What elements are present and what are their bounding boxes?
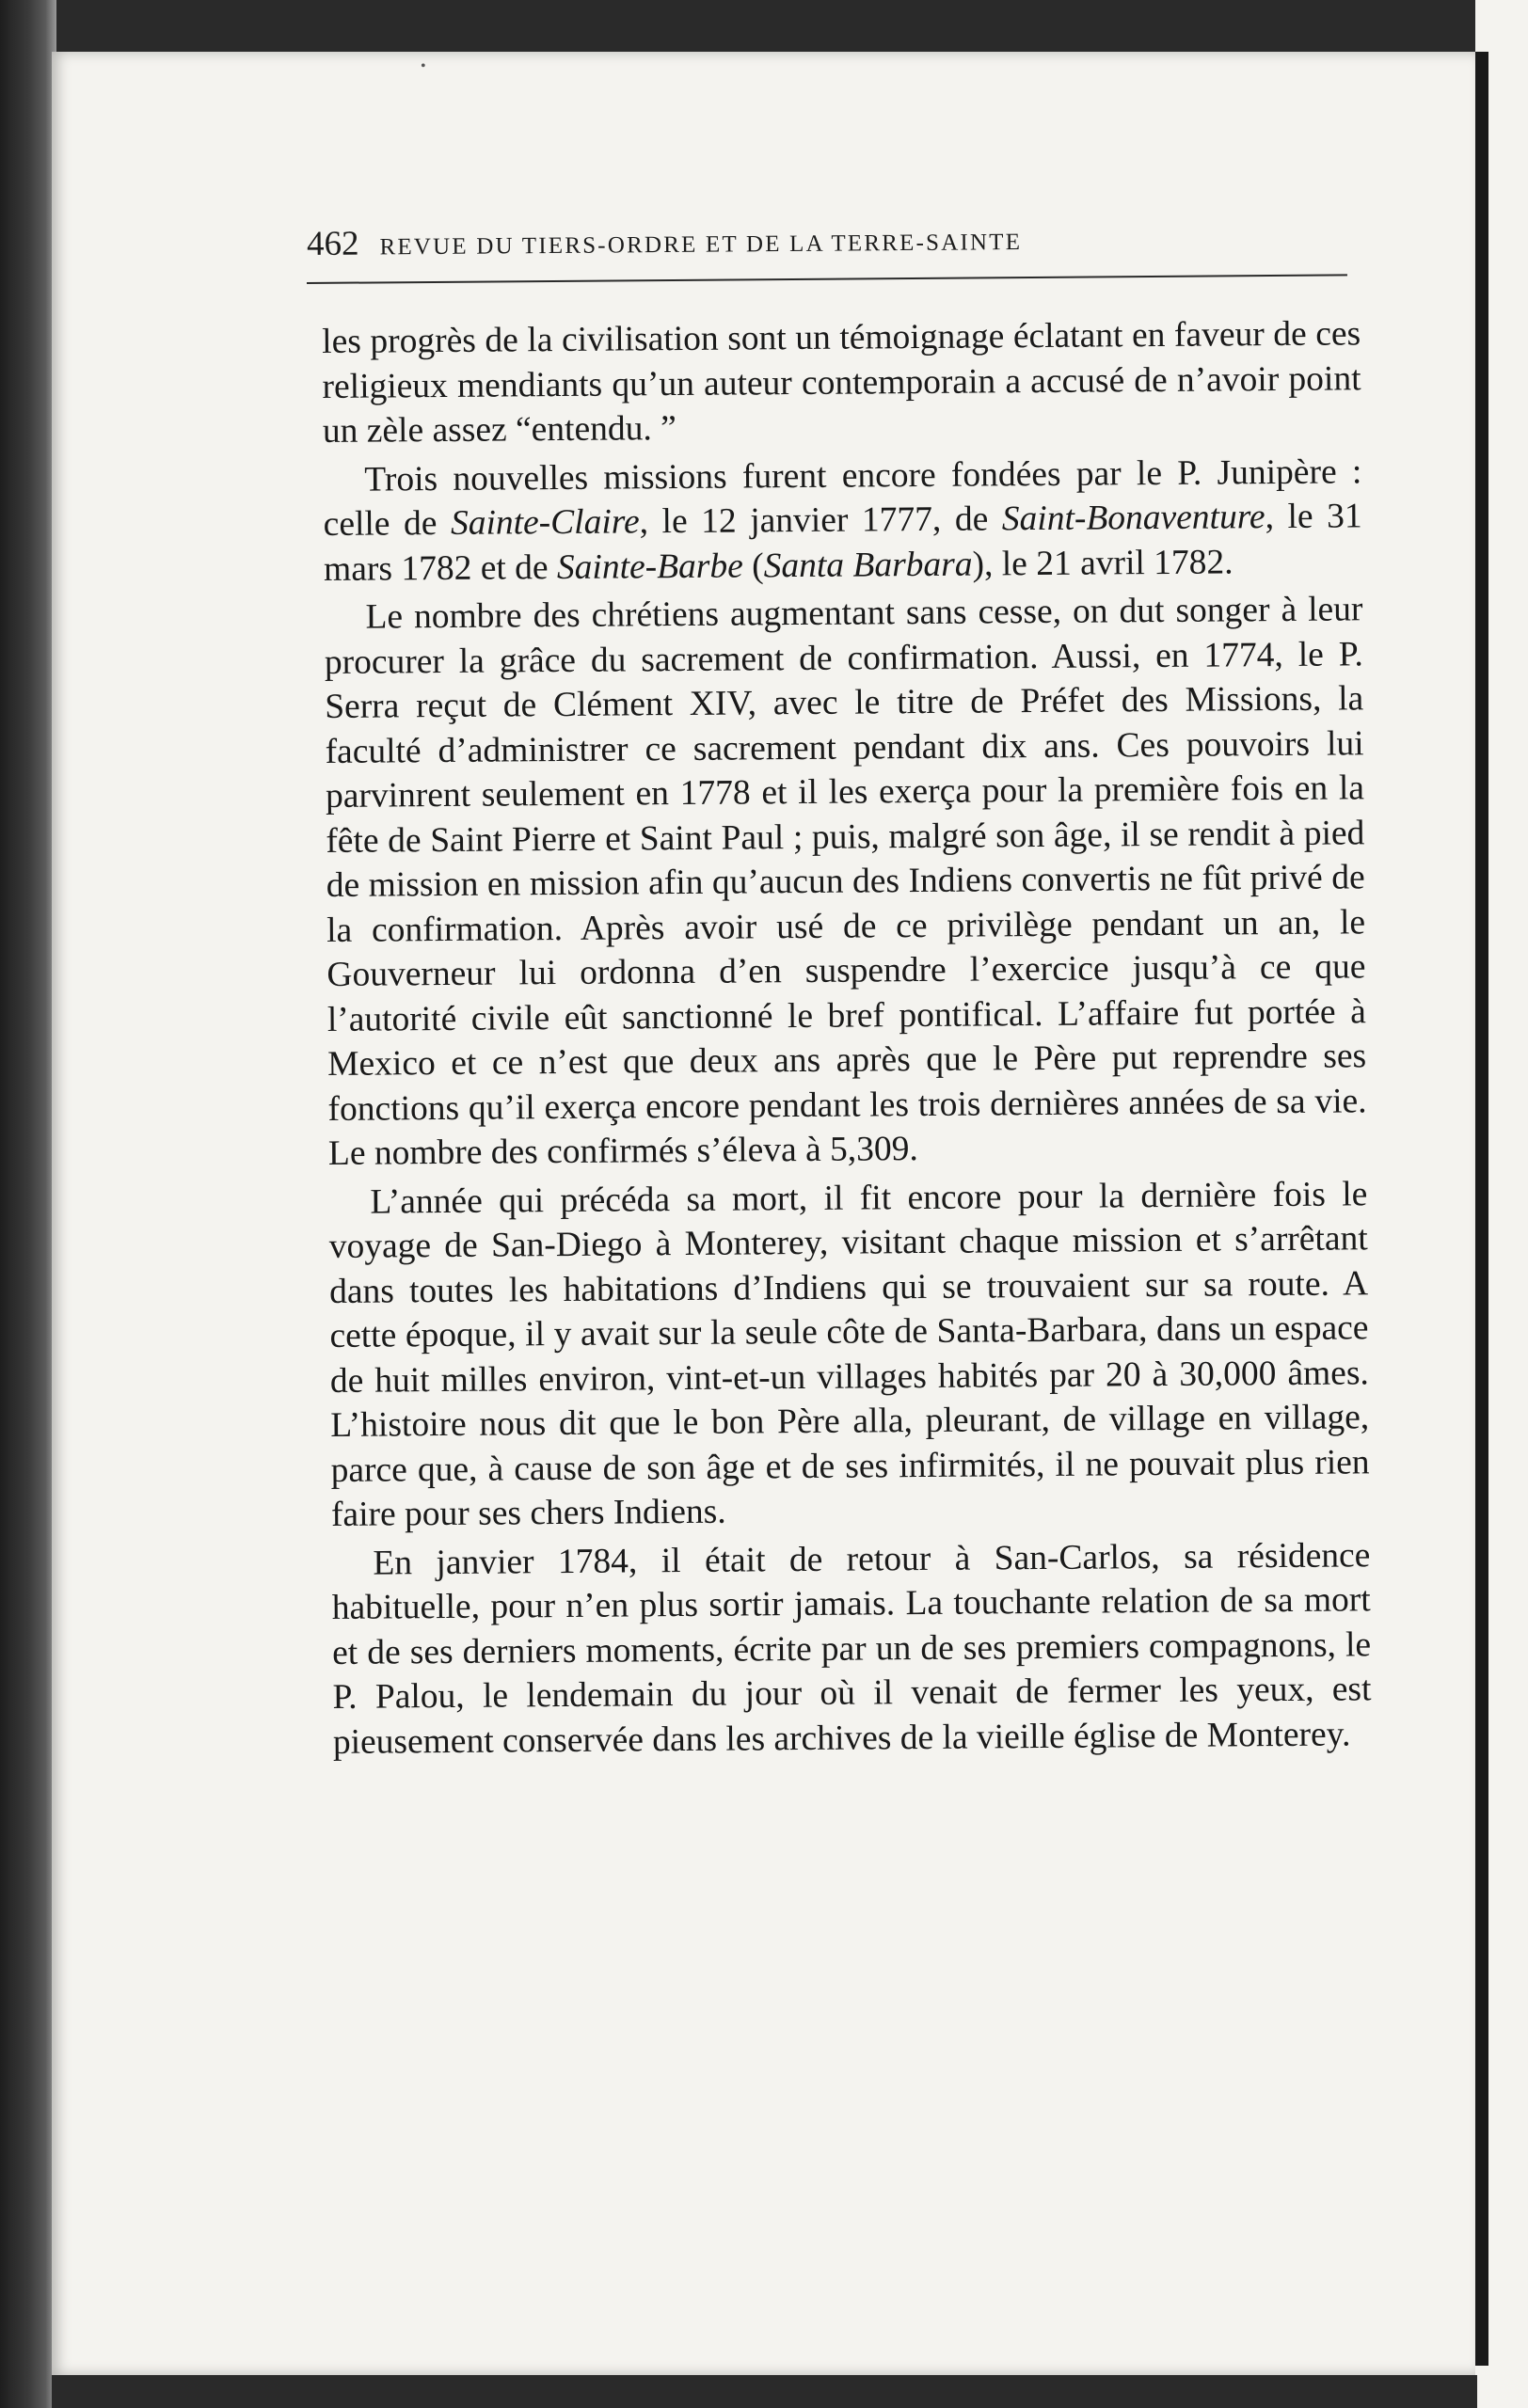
italic-text: Sainte-Claire (450, 502, 640, 543)
text-run: Trois nouvelles missions furent encore fondées par le P. Junipère : celle de (323, 452, 1362, 544)
paragraph-2 (323, 450, 1362, 592)
text-run: , le 31 mars 1782 et de (323, 497, 1362, 589)
text-run: L’année qui précéda sa mort, il fit encore pour la dernière fois le voyage de San-Diego à Monterey, visitant chaque mission et s’arrêtant dans toutes les habitations d’Indiens qui se trouvaient sur sa route. A cette époque, il y avait sur la seule côte de Santa-Barbara, dans un espace de huit milles environ, vint-et-un villages habités par 20 à 30,000 âmes. L’histoire nous dit que le bon Père alla, pleurant, de village en village, parce que, à cause de son âge et de ses infirmités, il ne pouvait plus rien faire pour ses chers Indiens. (328, 1174, 1370, 1534)
text-run: Le nombre des chrétiens augmentant sans cesse, on dut songer à leur procurer la grâce du sacrement de confirmation. Aussi, en 1774, le P. Serra reçut de Clément XIV, avec le titre de Préfet des Missions, la faculté d’administrer ce sacrement pendant dix ans. Ces pouvoirs lui parvinrent seulement en 1778 et il les exerça pour la première fois en la fête de Saint Pierre et Saint Paul ; puis, malgré son âge, il se rendit à pied de mission en mission afin qu’aucun des Indiens convertis ne fût privé de la confirmation. Après avoir usé de ce privilège pendant un an, le Gouverneur lui ordonna d’en suspendre l’exercice jusqu’à ce que l’autorité civile eût sanctionné le bref pontifical. L’affaire fut portée à Mexico et ce n’est que deux ans après que le Père put reprendre ses fonctions qu’il exerça encore pendant les trois dernières années de sa vie. Le nombre des confirmés s’éleva à 5,309. (324, 590, 1367, 1173)
page-header (307, 215, 1347, 265)
italic-text: Sainte-Barbe (556, 546, 743, 587)
scan-bottom-border (52, 2375, 1477, 2408)
text-run: ), le 21 avril 1782. (972, 542, 1234, 584)
paragraph-1 (322, 311, 1361, 453)
page-number: 462 (306, 224, 359, 263)
text-run: En janvier 1784, il était de retour à San-Carlos, sa résidence habituelle, pour n’en plus sortir jamais. La touchante relation de sa mort et de ses derniers moments, écrite par un de ses premiers compagnons, le P. Palou, le lendemain du jour où il venait de fermer les yeux, est pieusement conservée dans les archives de la vieille église de Monterey. (331, 1535, 1372, 1762)
scan-speck: • (421, 58, 426, 74)
paragraph-5 (331, 1533, 1372, 1765)
paragraph-3 (324, 587, 1367, 1176)
text-run: les progrès de la civilisation sont un témoignage éclatant en faveur de ces religieux mendiants qu’un auteur contemporain a accusé de n’avoir point un zèle assez “entendu. ” (322, 314, 1361, 451)
scan-left-border (0, 0, 56, 2408)
running-title: REVUE DU TIERS-ORDRE ET DE LA TERRE-SAINTE (379, 230, 1023, 261)
body-text (322, 311, 1372, 1765)
text-run: ( (742, 546, 764, 585)
italic-text: Santa Barbara (763, 545, 973, 585)
paragraph-4 (328, 1172, 1370, 1538)
text-run: , le 12 janvier 1777, de (639, 499, 1002, 542)
binding-shadow (1475, 52, 1488, 2366)
italic-text: Saint-Bonaventure (1001, 498, 1265, 539)
